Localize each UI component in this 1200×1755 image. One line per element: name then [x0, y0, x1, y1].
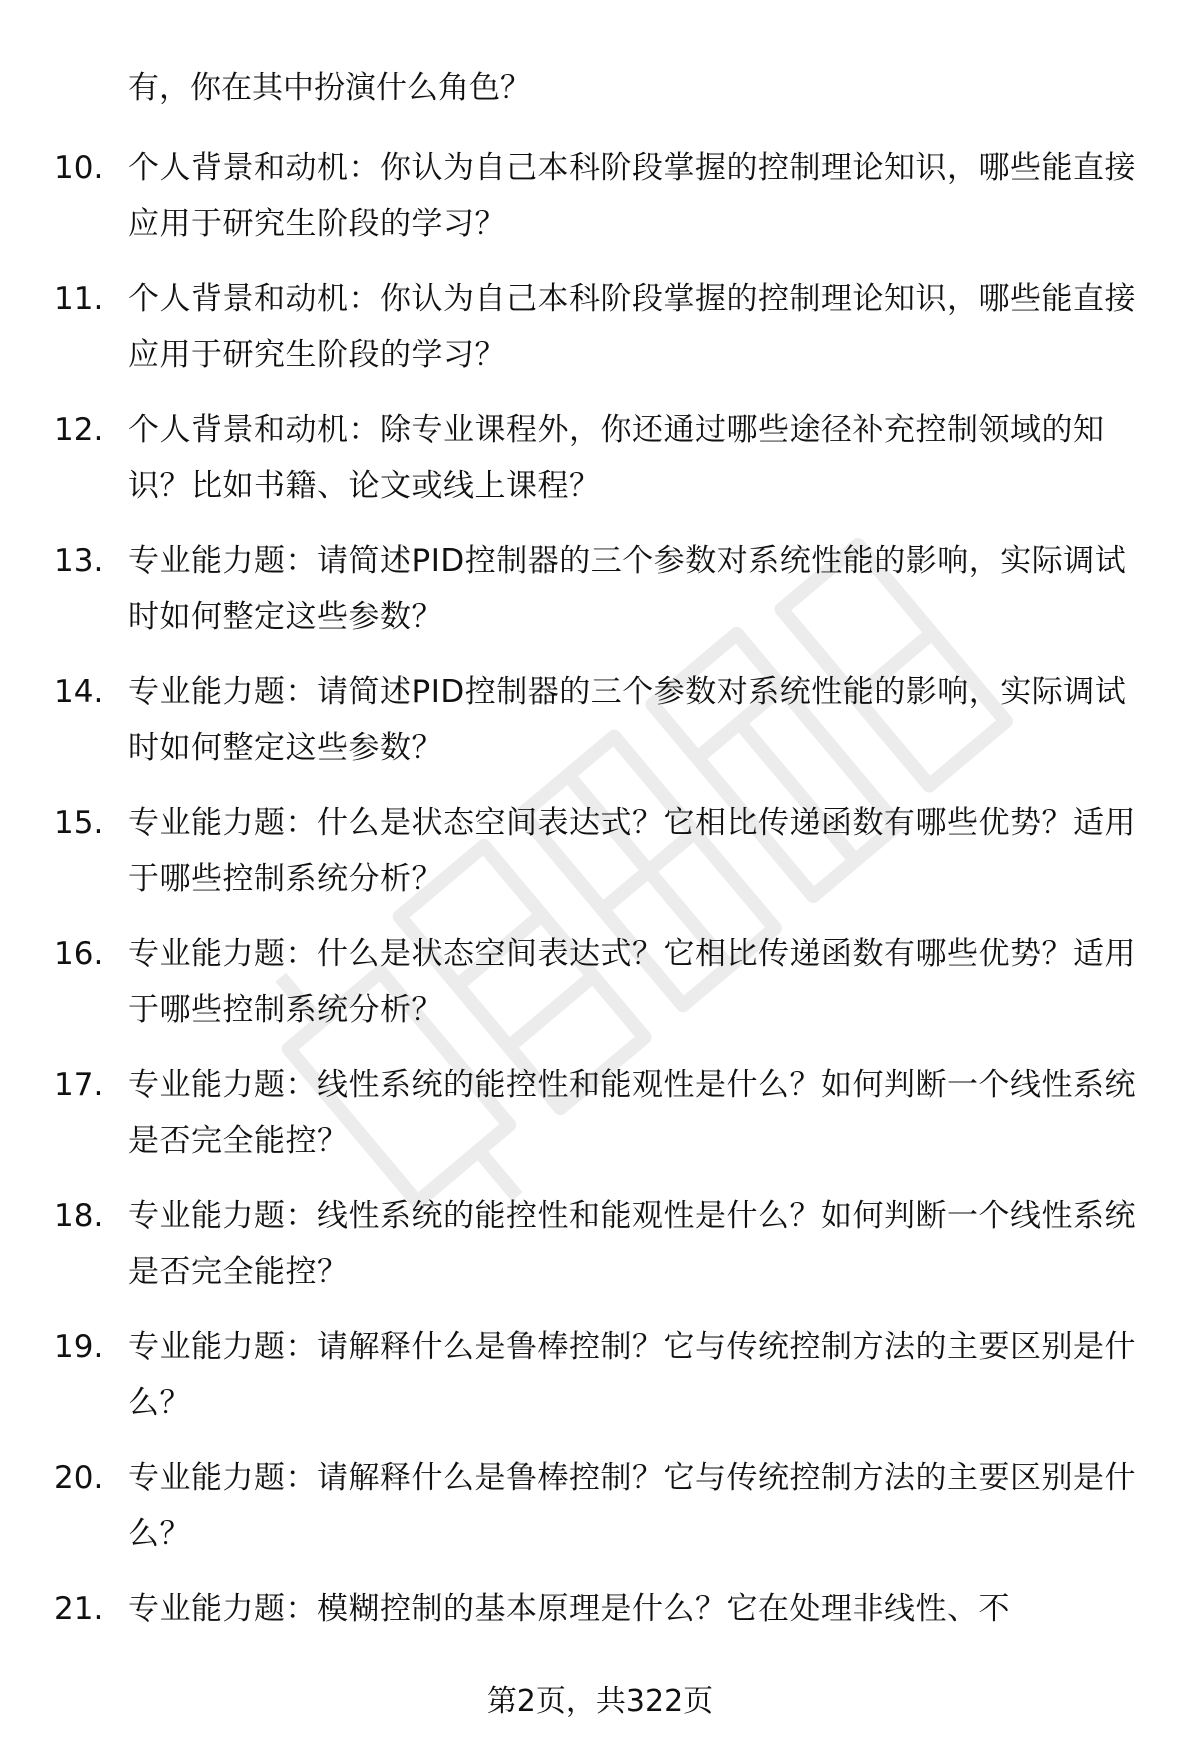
- question-text: 个人背景和动机：你认为自己本科阶段掌握的控制理论知识，哪些能直接应用于研究生阶段的学习？: [128, 281, 1136, 373]
- question-number: 19.: [54, 1329, 104, 1365]
- question-number: 10.: [54, 150, 104, 186]
- question-item: [0, 1450, 1200, 1581]
- question-number: 11.: [54, 281, 104, 317]
- question-list: [0, 140, 1200, 1712]
- question-item: [0, 926, 1200, 1057]
- page-footer: 第2页，共322页: [486, 1684, 714, 1719]
- question-number: 21.: [54, 1591, 104, 1627]
- question-text: 专业能力题：什么是状态空间表达式？它相比传递函数有哪些优势？适用于哪些控制系统分析？: [128, 805, 1136, 897]
- question-number: 15.: [54, 805, 104, 841]
- question-number: 17.: [54, 1067, 104, 1103]
- question-text: 专业能力题：请解释什么是鲁棒控制？它与传统控制方法的主要区别是什么？: [128, 1329, 1136, 1421]
- question-item: [0, 402, 1200, 533]
- question-number: 12.: [54, 412, 104, 448]
- question-item: [0, 664, 1200, 795]
- question-number: 13.: [54, 543, 104, 579]
- question-item: [0, 1057, 1200, 1188]
- question-text: 专业能力题：请简述PID控制器的三个参数对系统性能的影响，实际调试时如何整定这些参数？: [128, 674, 1127, 766]
- question-text: 专业能力题：模糊控制的基本原理是什么？它在处理非线性、不: [128, 1591, 1010, 1627]
- question-text: 专业能力题：请解释什么是鲁棒控制？它与传统控制方法的主要区别是什么？: [128, 1460, 1136, 1552]
- question-number: 20.: [54, 1460, 104, 1496]
- question-item: [0, 1188, 1200, 1319]
- question-number: 14.: [54, 674, 104, 710]
- continuation-text: 有，你在其中扮演什么角色？: [128, 70, 531, 106]
- question-text: 专业能力题：请简述PID控制器的三个参数对系统性能的影响，实际调试时如何整定这些参数？: [128, 543, 1127, 635]
- question-item: [0, 533, 1200, 664]
- question-text: 个人背景和动机：除专业课程外，你还通过哪些途径补充控制领域的知识？比如书籍、论文或线上课程？: [128, 412, 1105, 504]
- question-item: [0, 271, 1200, 402]
- question-text: 专业能力题：线性系统的能控性和能观性是什么？如何判断一个线性系统是否完全能控？: [128, 1198, 1136, 1290]
- question-number: 18.: [54, 1198, 104, 1234]
- question-text: 专业能力题：线性系统的能控性和能观性是什么？如何判断一个线性系统是否完全能控？: [128, 1067, 1136, 1159]
- question-text: 专业能力题：什么是状态空间表达式？它相比传递函数有哪些优势？适用于哪些控制系统分析？: [128, 936, 1136, 1028]
- question-item: [0, 140, 1200, 271]
- question-item: [0, 1319, 1200, 1450]
- question-item: [0, 795, 1200, 926]
- question-text: 个人背景和动机：你认为自己本科阶段掌握的控制理论知识，哪些能直接应用于研究生阶段的学习？: [128, 150, 1136, 242]
- question-number: 16.: [54, 936, 104, 972]
